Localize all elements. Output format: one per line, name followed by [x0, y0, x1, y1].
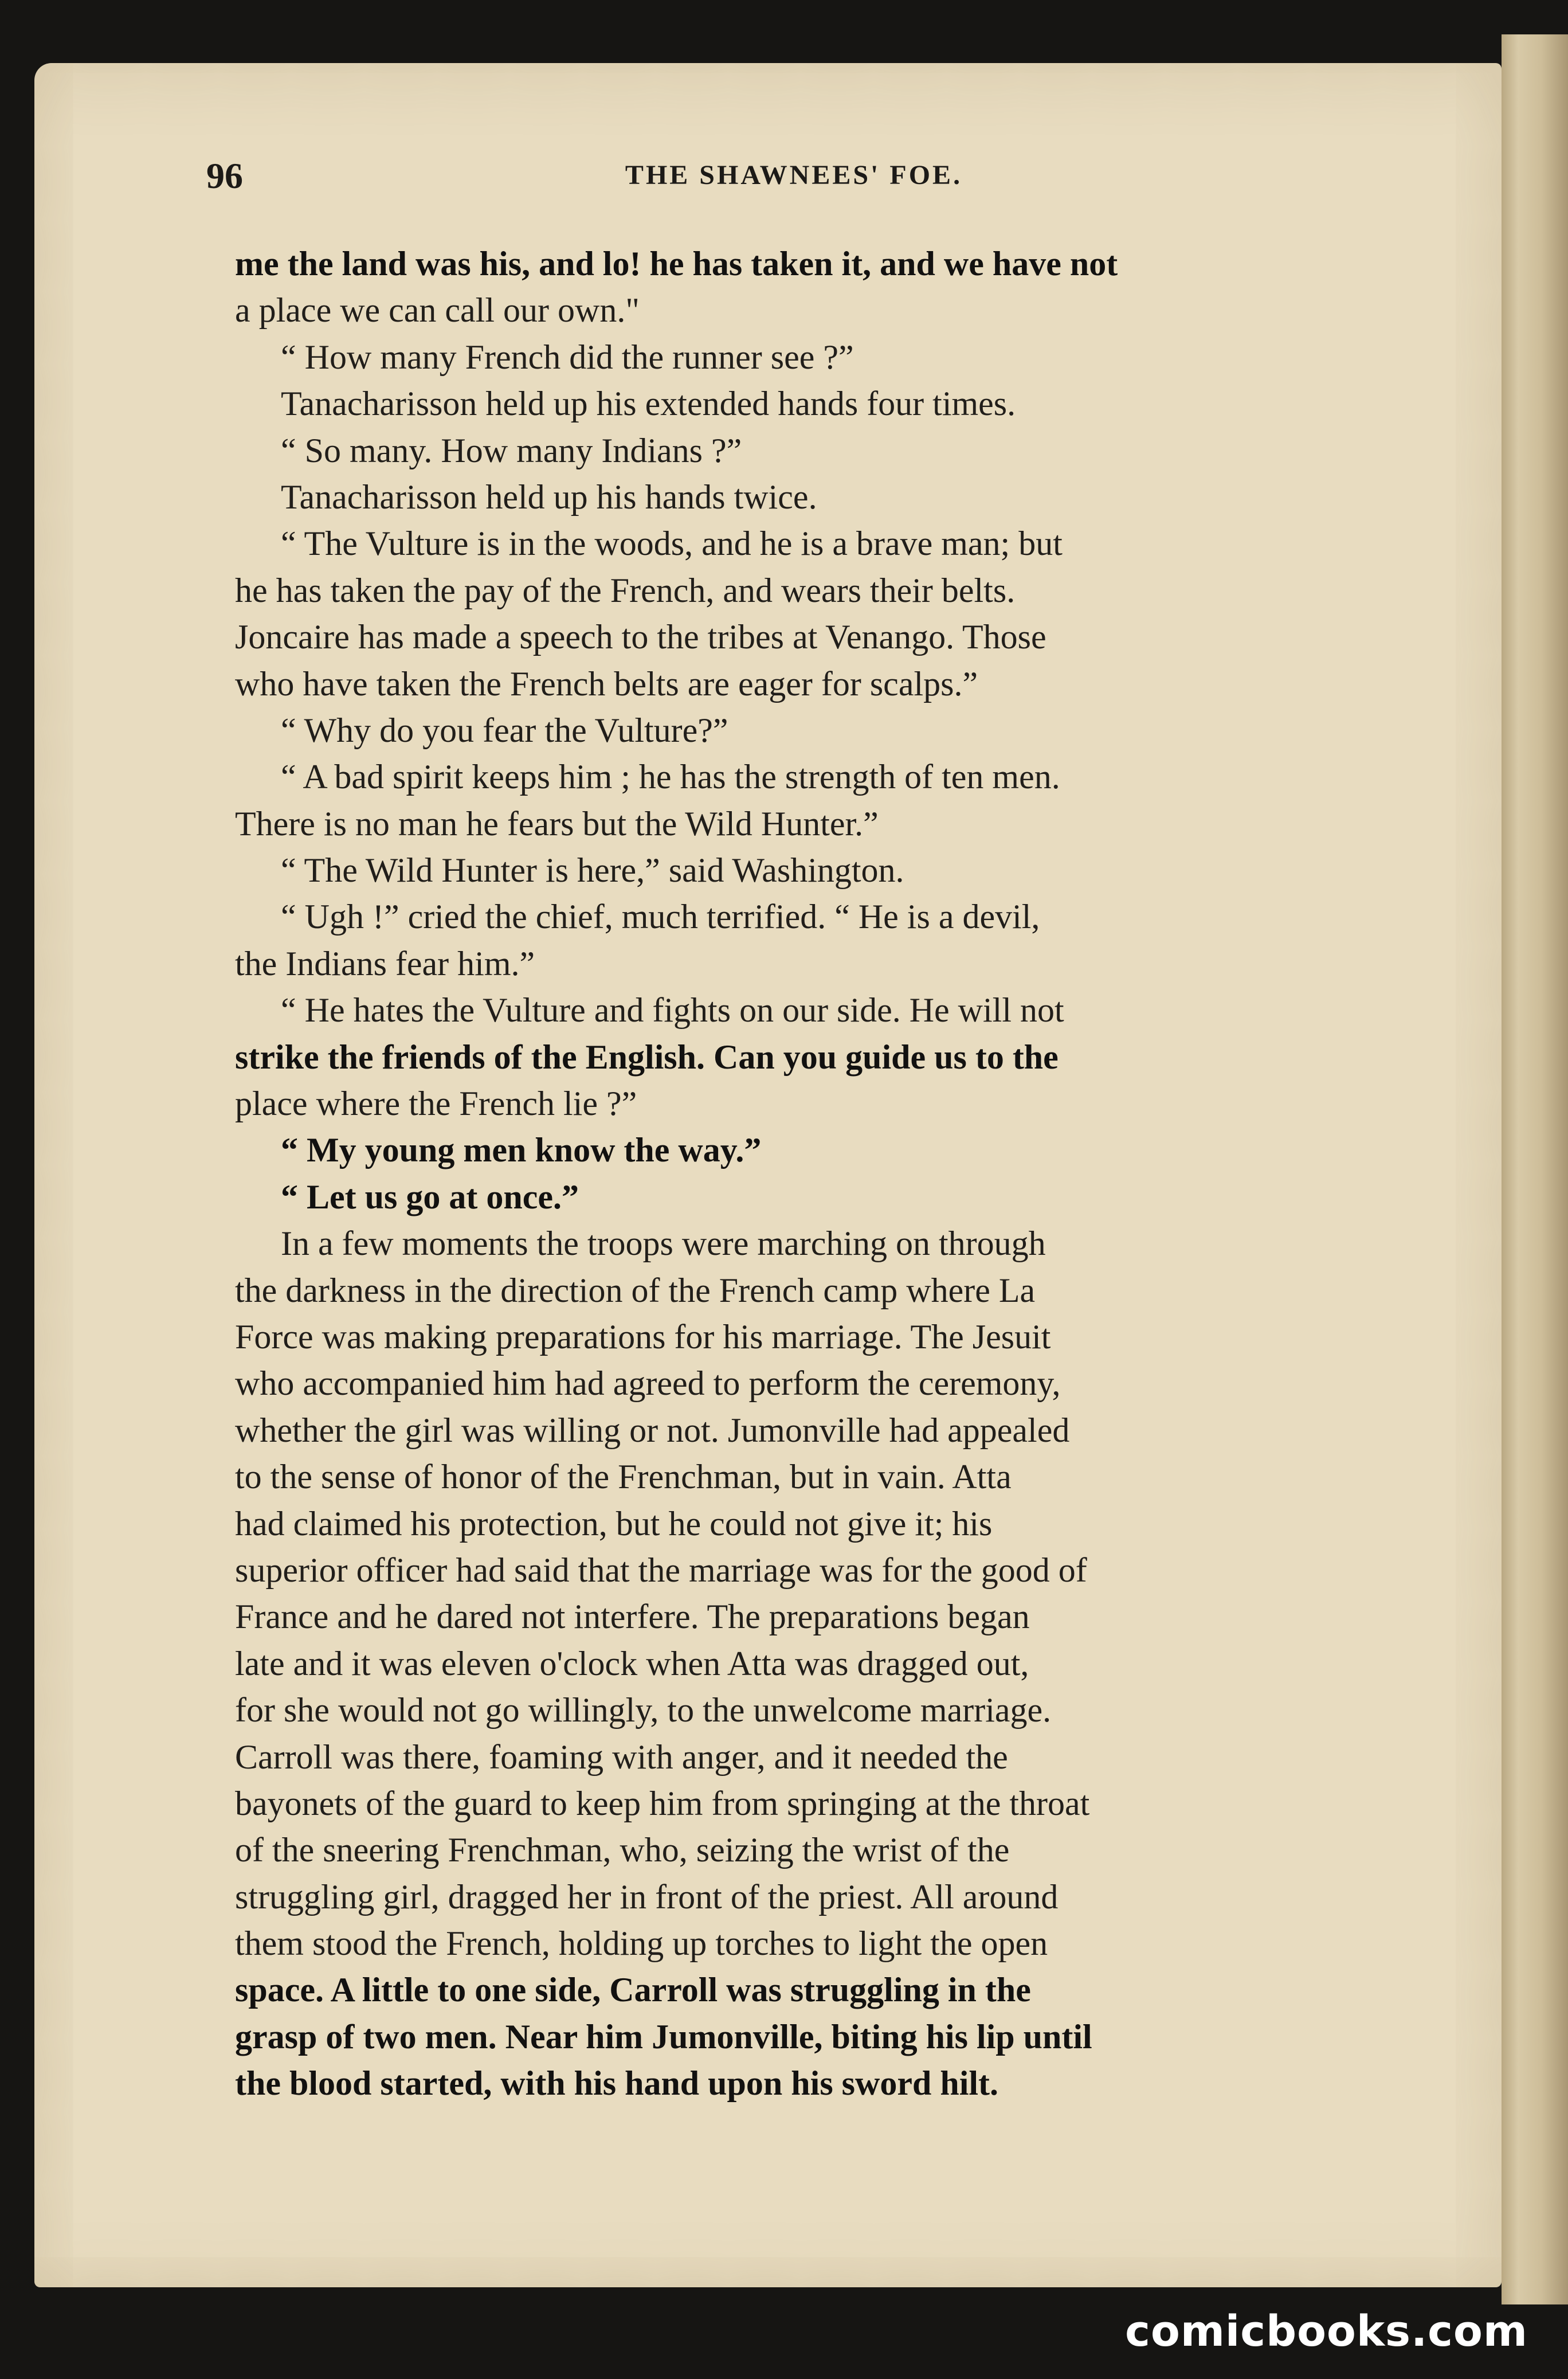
text-line: place where the French lie ?” — [235, 1085, 637, 1123]
text-line: Joncaire has made a speech to the tribes at Venango. Those — [235, 618, 1046, 656]
watermark-logo: comicbooks.com — [1125, 2307, 1528, 2356]
text-line: “ So many. How many Indians ?” — [281, 431, 742, 469]
text-line: “ My young men know the way.” — [281, 1131, 762, 1169]
text-line: who accompanied him had agreed to perform the ceremony, — [235, 1364, 1061, 1403]
text-line: “ A bad spirit keeps him ; he has the strength of ten men. — [281, 758, 1060, 796]
page-header — [206, 155, 1381, 206]
text-line: the darkness in the direction of the French camp where La — [235, 1271, 1036, 1309]
text-line: strike the friends of the English. Can you guide us to the — [235, 1038, 1059, 1076]
text-line: whether the girl was willing or not. Jumonville had appealed — [235, 1411, 1070, 1449]
text-line: the Indians fear him.” — [235, 944, 535, 983]
page-number: 96 — [206, 155, 243, 196]
text-line: Force was making preparations for his marriage. The Jesuit — [235, 1317, 1051, 1356]
text-line: Carroll was there, foaming with anger, and it needed the — [235, 1738, 1008, 1776]
text-line: “ Ugh !” cried the chief, much terrified. “ He is a devil, — [281, 898, 1040, 936]
text-line: grasp of two men. Near him Jumonville, biting his lip until — [235, 2017, 1092, 2056]
text-line: me the land was his, and lo! he has taken it, and we have not — [235, 245, 1118, 283]
text-line: superior officer had said that the marriage was for the good of — [235, 1551, 1087, 1589]
text-line: “ He hates the Vulture and fights on our side. He will not — [281, 991, 1064, 1030]
text-line: “ The Vulture is in the woods, and he is a brave man; but — [281, 525, 1063, 563]
text-line: “ How many French did the runner see ?” — [281, 338, 854, 376]
running-title: THE SHAWNEES' FOE. — [625, 160, 963, 190]
text-line: space. A little to one side, Carroll was struggling in the — [235, 1971, 1031, 2009]
text-line: who have taken the French belts are eager for scalps.” — [235, 664, 978, 703]
text-line: struggling girl, dragged her in front of the priest. All around — [235, 1877, 1059, 1916]
text-line: “ Why do you fear the Vulture?” — [281, 711, 728, 749]
text-line: of the sneering Frenchman, who, seizing the wrist of the — [235, 1831, 1010, 1869]
text-line: “ The Wild Hunter is here,” said Washington. — [281, 851, 904, 890]
text-line: Tanacharisson held up his hands twice. — [281, 478, 817, 516]
text-line: he has taken the pay of the French, and wears their belts. — [235, 571, 1016, 609]
text-line: for she would not go willingly, to the unwelcome marriage. — [235, 1691, 1052, 1730]
text-line: a place we can call our own." — [235, 291, 640, 330]
text-line: the blood started, with his hand upon his sword hilt. — [235, 2064, 999, 2103]
text-line: them stood the French, holding up torches to light the open — [235, 1924, 1048, 1963]
text-line: late and it was eleven o'clock when Atta was dragged out, — [235, 1644, 1029, 1682]
text-line: to the sense of honor of the Frenchman, but in vain. Atta — [235, 1458, 1012, 1496]
text-line: Tanacharisson held up his extended hands four times. — [281, 385, 1016, 423]
page-body — [235, 241, 1353, 2107]
text-line: had claimed his protection, but he could not give it; his — [235, 1504, 993, 1543]
text-line: In a few moments the troops were marching on through — [281, 1224, 1046, 1263]
text-line: bayonets of the guard to keep him from springing at the throat — [235, 1784, 1090, 1822]
page-edge — [1502, 34, 1568, 2304]
text-line: “ Let us go at once.” — [281, 1177, 579, 1216]
text-line: There is no man he fears but the Wild Hunter.” — [235, 804, 879, 843]
text-line: France and he dared not interfere. The preparations began — [235, 1598, 1030, 1636]
